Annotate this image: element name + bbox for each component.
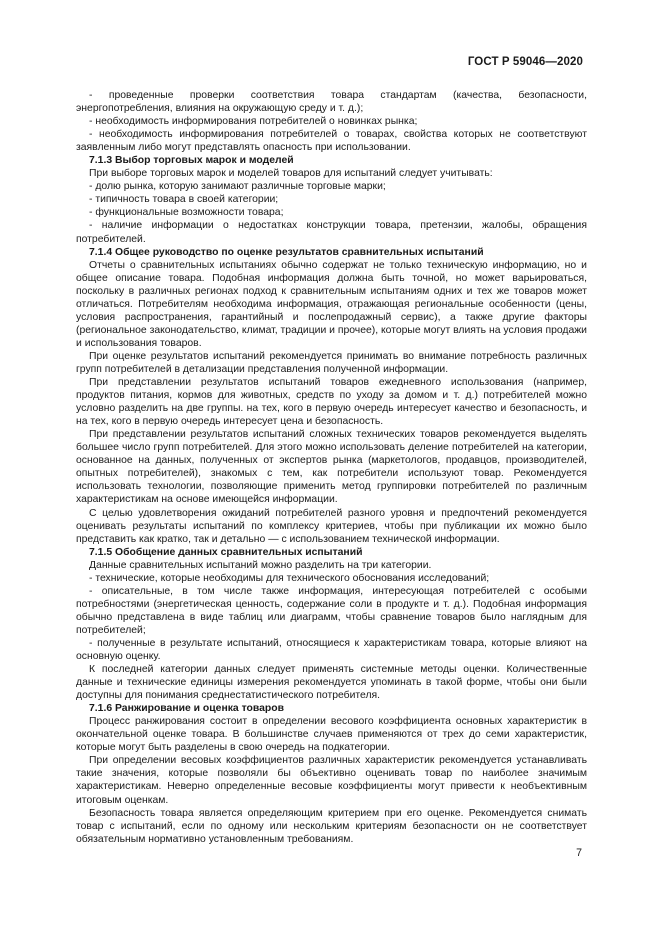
paragraph: Безопасность товара является определяющим критерием при его оценке. Рекомендуется снимать товар с испытаний, если по одному или нескольким критериям безопасности он не соответствует обязательным нормативно установленным требованиям. [76, 807, 587, 845]
section-heading-7-1-3: 7.1.3 Выбор торговых марок и моделей [89, 155, 294, 167]
paragraph: При представлении результатов испытаний товаров ежедневного использования (например, продуктов питания, кормов для животных, средств по уходу за домом и т. д.) потребителей можно условно разделить на две группы. на тех, кого в первую очередь интересует качество и безопасность, и на тех, кого в первую очередь интересует цена и безопасность. [76, 377, 587, 428]
paragraph: - необходимость информирования потребителей о новинках рынка; [89, 116, 418, 128]
paragraph: - технические, которые необходимы для технического обоснования исследований; [89, 572, 490, 584]
paragraph: Отчеты о сравнительных испытаниях обычно содержат не только техническую информацию, но и общее описание товара. Подобная информация должна быть точной, но может варьироваться, поскольку в различных регионах подход к сравнительным испытаниям одних и тех же товаров может отличаться. Потребителям необходима информация, отражающая региональные особенности (цены, условия распространения, гарантийный и послепродажный сервис), а также другие факторы (региональное законодательство, климат, традиции и прочее), которые могут влиять на условия продажи и использования товаров. [76, 259, 587, 349]
section-heading-7-1-5: 7.1.5 Обобщение данных сравнительных испытаний [89, 546, 363, 558]
paragraph: К последней категории данных следует применять системные методы оценки. Количественные данные и технические единицы измерения рекомендуется упоминать в такой форме, чтобы они были доступны для понимания среднестатистического потребителя. [76, 664, 587, 702]
paragraph: Данные сравнительных испытаний можно разделить на три категории. [89, 559, 432, 571]
paragraph: - необходимость информирования потребителей о товарах, свойства которых не соответствуют заявленным либо могут представлять опасность при использовании. [76, 129, 587, 154]
paragraph: - долю рынка, которую занимают различные торговые марки; [89, 181, 386, 193]
paragraph: Процесс ранжирования состоит в определении весового коэффициента основных характеристик в окончательной оценке товара. В большинстве случаев применяются от трех до семи характеристик, которые могут быть разделены в свою очередь на подкатегории. [76, 716, 587, 754]
page-number: 7 [576, 847, 582, 859]
paragraph: При оценке результатов испытаний рекомендуется принимать во внимание потребность различных групп потребителей в детализации представления полученной информации. [76, 350, 587, 375]
paragraph: - описательные, в том числе также информация, интересующая потребителей с особыми потребностями (энергетическая ценность, содержание соли в продукте и т. д.). Подобная информация обычно представлена в виде таблиц или диаграмм, чтобы сравнение товаров было наглядным для потребителей; [76, 585, 587, 636]
paragraph: При определении весовых коэффициентов различных характеристик рекомендуется устанавливать такие значения, которые позволяли бы объективно оценивать товар по наиболее значимым характеристикам. Неверно определенные весовые коэффициенты могут привести к необъективным итоговым оценкам. [76, 755, 587, 806]
paragraph: - наличие информации о недостатках конструкции товара, претензии, жалобы, обращения потребителей. [76, 220, 587, 245]
document-code: ГОСТ Р 59046—2020 [467, 56, 583, 68]
section-heading-7-1-4: 7.1.4 Общее руководство по оценке результатов сравнительных испытаний [89, 246, 484, 258]
paragraph: С целью удовлетворения ожиданий потребителей разного уровня и предпочтений рекомендуется оценивать результаты испытаний по комплексу критериев, чтобы при публикации их можно было представить как кратко, так и детально — с использованием технической информации. [76, 507, 587, 545]
paragraph: При представлении результатов испытаний сложных технических товаров рекомендуется выделять большее число групп потребителей. Для этого можно использовать деление потребителей на категории, основанное на данных, полученных от экспертов рынка (маркетологов, продавцов, производителей, опытных потребителей), знакомых с тем, как потребители используют товар. Рекомендуется использовать технологии, позволяющие применить метод группировки потребителей по различным характеристикам на основе имеющейся информации. [76, 429, 587, 506]
paragraph: - типичность товара в своей категории; [89, 194, 279, 206]
page-body [76, 89, 587, 846]
section-heading-7-1-6: 7.1.6 Ранжирование и оценка товаров [89, 703, 284, 715]
paragraph: - функциональные возможности товара; [89, 207, 284, 219]
paragraph: При выборе торговых марок и моделей товаров для испытаний следует учитывать: [89, 168, 493, 180]
paragraph: - полученные в результате испытаний, относящиеся к характеристикам товара, которые влияют на основную оценку. [76, 637, 587, 663]
paragraph: - проведенные проверки соответствия товара стандартам (качества, безопасности, энергопотребления, влияния на окружающую среду и т. д.); [76, 90, 587, 115]
